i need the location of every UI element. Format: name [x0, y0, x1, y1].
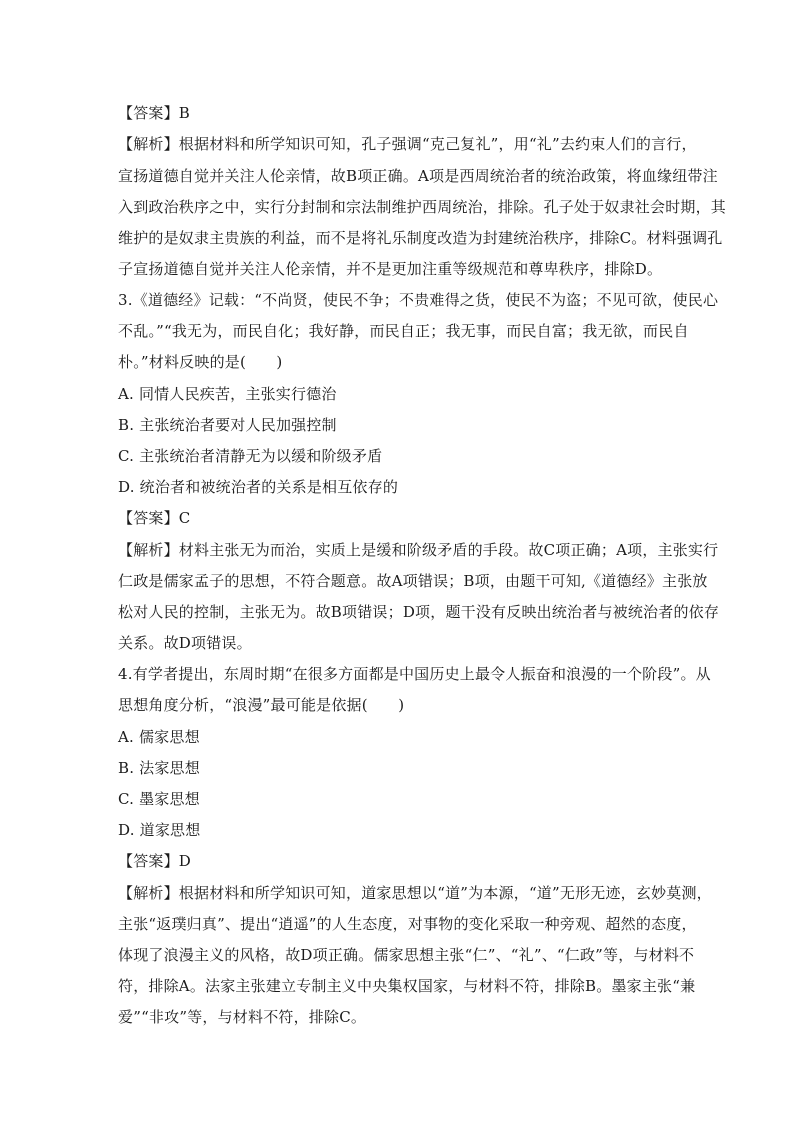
analysis-q4-line-3: 体现了浪漫主义的风格，故D项正确。儒家思想主张“仁”、“礼”、“仁政”等，与材料不: [118, 946, 695, 964]
question-3-option-b: B. 主张统治者要对人民加强控制: [118, 416, 337, 434]
analysis-q3-line-3: 松对人民的控制，主张无为。故B项错误；D项，题干没有反映出统治者与被统治者的依存: [118, 603, 720, 621]
question-4-option-b: B. 法家思想: [118, 759, 200, 777]
analysis-q2-line-4: 维护的是奴隶主贵族的利益，而不是将礼乐制度改造为封建统治秩序，排除C。材料强调孔: [118, 229, 723, 247]
analysis-q4-line-1: 【解析】根据材料和所学知识可知，道家思想以“道”为本源，“道”无形无迹，玄妙莫测，: [118, 884, 712, 902]
analysis-q2-line-1: 【解析】根据材料和所学知识可知，孔子强调“克己复礼”，用“礼”去约束人们的言行，: [118, 135, 697, 153]
question-3-line-1: 3.《道德经》记载：“不尚贤，使民不争；不贵难得之货，使民不为盗；不见可欲，使民心: [118, 291, 719, 309]
analysis-q2-line-2: 宣扬道德自觉并关注人伦亲情，故B项正确。A项是西周统治者的统治政策，将血缘纽带注: [118, 167, 718, 185]
question-4-option-d: D. 道家思想: [118, 821, 201, 839]
question-3-line-3: 朴。”材料反映的是( ): [118, 353, 283, 371]
analysis-q4-line-2: 主张“返璞归真”、提出“逍遥”的人生态度，对事物的变化采取一种旁观、超然的态度，: [118, 915, 697, 933]
analysis-q4-line-4: 符，排除A。法家主张建立专制主义中央集权国家，与材料不符，排除B。墨家主张“兼: [118, 977, 696, 995]
question-4-option-a: A. 儒家思想: [118, 728, 200, 746]
answer-label-q4: 【答案】D: [118, 852, 192, 870]
question-3-line-2: 不乱。”“我无为，而民自化；我好静，而民自正；我无事，而民自富；我无欲，而民自: [118, 322, 689, 340]
analysis-q3-line-4: 关系。故D项错误。: [118, 634, 252, 652]
question-4-option-c: C. 墨家思想: [118, 790, 200, 808]
question-4-line-1: 4.有学者提出，东周时期“在很多方面都是中国历史上最令人振奋和浪漫的一个阶段”。从: [118, 665, 711, 683]
analysis-q2-line-3: 入到政治秩序之中，实行分封制和宗法制维护西周统治，排除。孔子处于奴隶社会时期，其: [118, 198, 727, 216]
answer-label-q2: 【答案】B: [118, 104, 191, 122]
analysis-q3-line-2: 仁政是儒家孟子的思想，不符合题意。故A项错误；B项，由题干可知,《道德经》主张放: [118, 572, 708, 590]
question-3-option-c: C. 主张统治者清静无为以缓和阶级矛盾: [118, 447, 383, 465]
analysis-q2-line-5: 子宣扬道德自觉并关注人伦亲情，并不是更加注重等级规范和尊卑秩序，排除D。: [118, 260, 663, 278]
analysis-q4-line-5: 爱”“非攻”等，与材料不符，排除C。: [118, 1008, 367, 1026]
analysis-q3-line-1: 【解析】材料主张无为而治，实质上是缓和阶级矛盾的手段。故C项正确；A项，主张实行: [118, 541, 719, 559]
question-3-option-d: D. 统治者和被统治者的关系是相互依存的: [118, 478, 399, 496]
question-4-line-2: 思想角度分析，“浪漫”最可能是依据( ): [118, 696, 405, 714]
question-3-option-a: A. 同情人民疾苦，主张实行德治: [118, 385, 337, 403]
answer-label-q3: 【答案】C: [118, 509, 191, 527]
